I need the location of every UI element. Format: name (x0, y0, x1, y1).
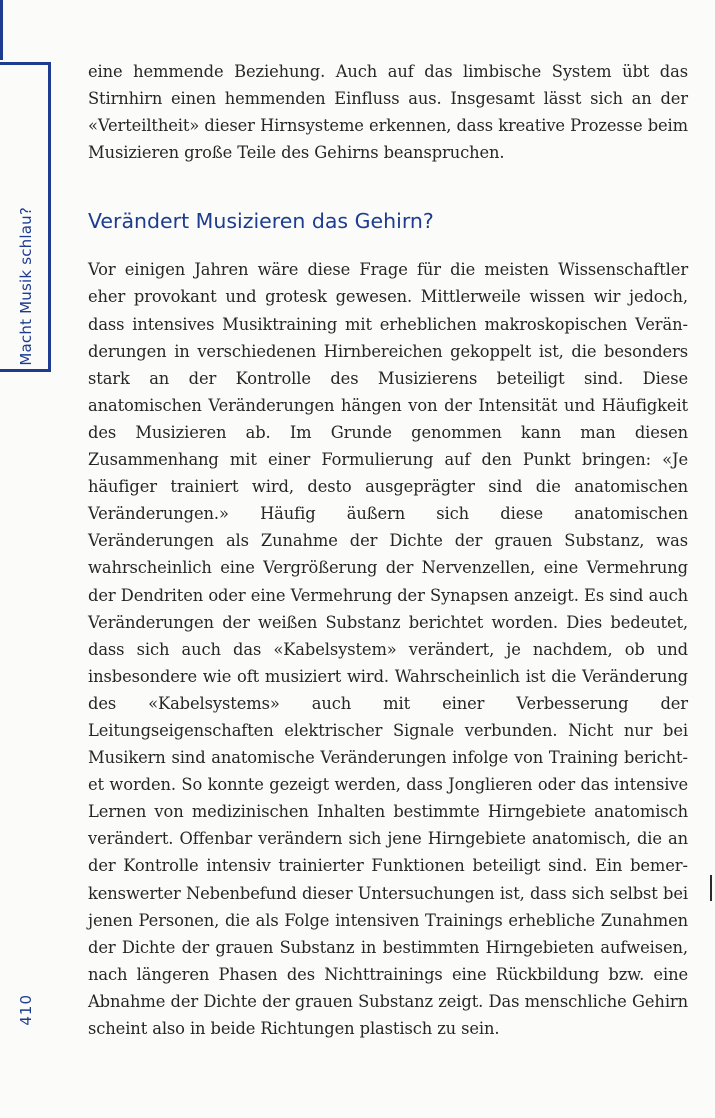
main-paragraph: Vor einigen Jahren wäre diese Frage für die meisten Wissenschaftler eher provokant und grotesk gewesen. Mittlerweile wissen wir jedoch, dass intensives Musiktraining mit erheblichen makroskopischen Veränderungen in verschiedenen Hirnbereichen gekoppelt ist, die besonders stark an der Kontrolle des Musizierens beteiligt sind. Diese anatomischen Veränderungen hängen von der Intensität und Häufigkeit des Musizieren ab. Im Grunde genommen kann man diesen Zusammenhang mit einer Formulierung auf den Punkt bringen: «Je häufiger trainiert wird, desto ausgeprägter sind die anatomischen Veränderungen.» Häufig äußern sich diese anatomischen Veränderungen als Zunahme der Dichte der grauen Substanz, was wahrscheinlich eine Vergrößerung der Nervenzellen, eine Vermehrung der Dendriten oder eine Vermehrung der Synapsen anzeigt. Es sind auch Veränderungen der weißen Substanz berichtet worden. Dies bedeutet, dass sich auch das «Kabelsystem» verändert, je nachdem, ob und insbesondere wie oft musiziert wird. Wahrscheinlich ist die Veränderung des «Kabelsystems» auch mit einer Verbesserung der Leitungseigenschaften elektrischer Signale verbunden. Nicht nur bei Musikern sind anatomische Veränderungen infolge von Training berichtet worden. So konnte gezeigt werden, dass Jonglieren oder das intensive Lernen von medizinischen Inhalten bestimmte Hirngebiete anatomisch verändert. Offenbar verändern sich jene Hirngebiete anatomisch, die an der Kontrolle intensiv trainierter Funktionen beteiligt sind. Ein bemerkenswerter Nebenbefund dieser Untersuchungen ist, dass sich selbst bei jenen Personen, die als Folge intensiven Trainings erhebliche Zunahmen der Dichte der grauen Substanz in bestimmten Hirngebieten aufweisen, nach längeren Phasen des Nichttrainings eine Rückbildung bzw. eine Abnahme der Dichte der grauen Substanz zeigt. Das menschliche Gehirn scheint also in beide Richtungen plastisch zu sein. (88, 260, 688, 1038)
page-number (8, 990, 44, 1030)
intro-paragraph: eine hemmende Beziehung. Auch auf das limbische System übt das Stirnhirn einen hemmenden Einfluss aus. Insgesamt lässt sich an der «Verteiltheit» dieser Hirnsysteme erkennen, dass kreative Prozesse beim Musizieren große Teile des Gehirns beanspruchen. (88, 62, 688, 163)
scan-artifact (710, 875, 712, 901)
page-edge-rule (0, 0, 3, 60)
page-body (88, 58, 688, 1042)
page-number-label: 410 (17, 994, 35, 1026)
chapter-title: Macht Musik schlau? (17, 207, 35, 366)
chapter-side-tab-label (6, 66, 46, 366)
section-heading: Verändert Musizieren das Gehirn? (88, 209, 434, 234)
